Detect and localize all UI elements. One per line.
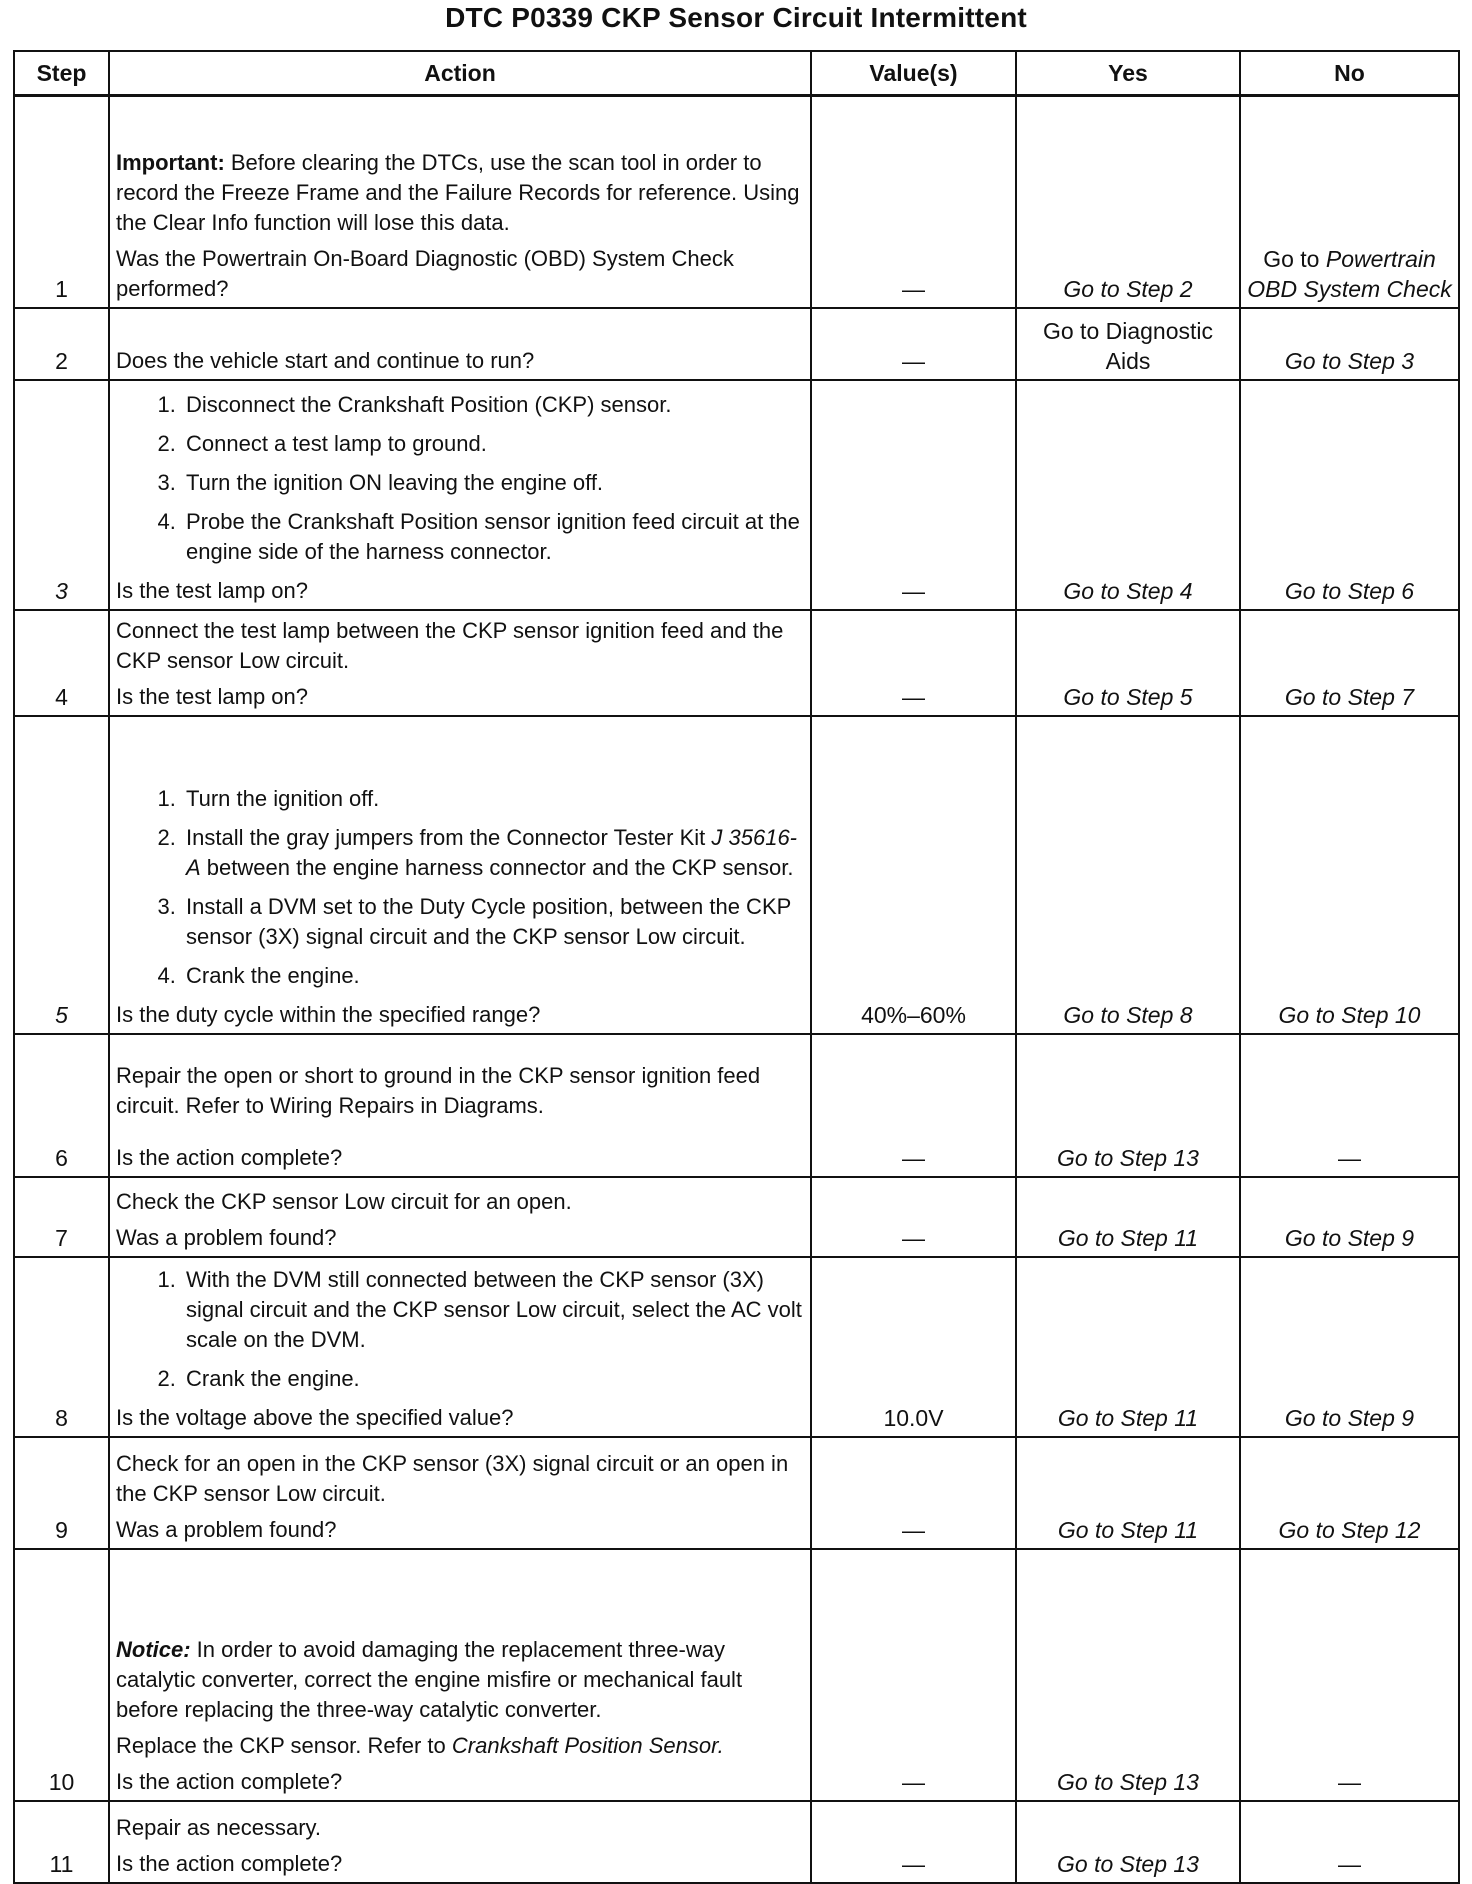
action-cell	[109, 716, 811, 1034]
question-text: Is the voltage above the specified value?	[116, 1404, 514, 1430]
header-values: Value(s)	[811, 51, 1016, 96]
item-text: Install the gray jumpers from the Connector Tester Kit	[186, 824, 712, 850]
diagnostic-table	[13, 50, 1460, 1884]
action-text: Check for an open in the CKP sensor (3X) signal circuit or an open in the CKP sensor Low circuit.	[116, 1450, 789, 1506]
action-text: Repair the open or short to ground in the CKP sensor ignition feed circuit. Refer to Wiring Repairs in Diagrams.	[116, 1062, 761, 1118]
yes-cell	[1016, 1177, 1240, 1257]
action-cell	[109, 1257, 811, 1437]
value-cell	[811, 1177, 1016, 1257]
value-dash: —	[902, 275, 925, 302]
page-title: DTC P0339 CKP Sensor Circuit Intermittent	[445, 2, 1027, 33]
table-row	[14, 610, 1459, 716]
step-number: 1	[14, 96, 109, 308]
question-text: Was a problem found?	[116, 1224, 337, 1250]
header-step: Step	[14, 51, 109, 96]
procedure-item	[182, 823, 804, 883]
no-link[interactable]: Go to Step 12	[1278, 1516, 1421, 1543]
procedure-item: 1. With the DVM still connected between the CKP sensor (3X) signal circuit and the CKP sensor Low circuit, select the AC volt scale on the DVM.	[182, 1265, 804, 1355]
step-number: 8	[14, 1257, 109, 1437]
no-link[interactable]: Go to Step 7	[1284, 683, 1415, 710]
step-number: 5	[14, 716, 109, 1034]
procedure-list	[116, 784, 804, 991]
yes-cell	[1016, 1801, 1240, 1883]
step-number: 6	[14, 1034, 109, 1177]
action-cell	[109, 610, 811, 716]
value-dash: —	[902, 1768, 925, 1795]
no-cell	[1240, 308, 1459, 380]
yes-cell	[1016, 380, 1240, 610]
no-cell	[1240, 716, 1459, 1034]
value-dash: —	[902, 1516, 925, 1543]
no-dash: —	[1338, 1850, 1361, 1877]
no-cell	[1240, 1257, 1459, 1437]
yes-link[interactable]: Go to Step 8	[1063, 1001, 1193, 1028]
no-cell	[1240, 1177, 1459, 1257]
no-dash: —	[1338, 1144, 1361, 1171]
value-cell	[811, 610, 1016, 716]
action-cell	[109, 1801, 811, 1883]
step-number: 7	[14, 1177, 109, 1257]
important-text: Before clearing the DTCs, use the scan tool in order to record the Freeze Frame and the Failure Records for reference. Using the Clear Info function will lose this data.	[116, 149, 800, 235]
table-row	[14, 96, 1459, 308]
yes-link[interactable]: Go to Step 5	[1063, 683, 1193, 710]
header-action: Action	[109, 51, 811, 96]
table-row	[14, 1257, 1459, 1437]
no-cell	[1240, 1549, 1459, 1801]
action-text: Check the CKP sensor Low circuit for an open.	[116, 1188, 572, 1214]
tool-number: J 35616-A	[186, 824, 798, 880]
yes-cell	[1016, 1549, 1240, 1801]
yes-cell	[1016, 716, 1240, 1034]
yes-link[interactable]: Go to Step 13	[1057, 1850, 1199, 1877]
value-dash: —	[902, 347, 925, 374]
yes-link[interactable]: Go to Step 2	[1063, 275, 1193, 302]
action-cell	[109, 96, 811, 308]
question-text: Was the Powertrain On-Board Diagnostic (OBD) System Check performed?	[116, 245, 734, 301]
no-cell	[1240, 1437, 1459, 1549]
table-row	[14, 380, 1459, 610]
table-row	[14, 1801, 1459, 1883]
action-cell	[109, 1177, 811, 1257]
value-cell	[811, 1801, 1016, 1883]
no-link[interactable]: Go to Step 10	[1278, 1001, 1421, 1028]
notice-text: In order to avoid damaging the replacement three-way catalytic converter, correct the engine misfire or mechanical fault before replacing the three-way catalytic converter.	[116, 1636, 743, 1722]
step-number: 2	[14, 308, 109, 380]
replace-text: Replace the CKP sensor. Refer to	[116, 1732, 452, 1758]
value-dash: —	[902, 1850, 925, 1877]
value-cell	[811, 380, 1016, 610]
no-cell	[1240, 380, 1459, 610]
value-cell	[811, 308, 1016, 380]
action-cell	[109, 1034, 811, 1177]
value-dash: —	[902, 1144, 925, 1171]
question-text: Is the action complete?	[116, 1850, 343, 1876]
yes-link[interactable]: Go to Step 11	[1057, 1404, 1199, 1431]
yes-cell	[1016, 96, 1240, 308]
no-cell	[1240, 1034, 1459, 1177]
procedure-item: 4. Crank the engine.	[182, 961, 804, 991]
value-cell	[811, 1034, 1016, 1177]
procedure-item: 1. Disconnect the Crankshaft Position (CKP) sensor.	[182, 390, 804, 420]
table-row	[14, 1034, 1459, 1177]
reference-link[interactable]: Crankshaft Position Sensor.	[451, 1732, 724, 1758]
value-dash: —	[902, 683, 925, 710]
procedure-item: 3. Install a DVM set to the Duty Cycle position, between the CKP sensor (3X) signal circuit and the CKP sensor Low circuit.	[182, 892, 804, 952]
step-number: 4	[14, 610, 109, 716]
no-link[interactable]: Go to Step 9	[1284, 1404, 1415, 1431]
value-cell	[811, 1549, 1016, 1801]
yes-cell	[1016, 610, 1240, 716]
spec-value: 10.0V	[883, 1404, 944, 1431]
question-text: Is the action complete?	[116, 1144, 343, 1170]
item-text: between the engine harness connector and the CKP sensor.	[200, 854, 794, 880]
procedure-item: 3. Turn the ignition ON leaving the engine off.	[182, 468, 804, 498]
no-dash: —	[1338, 1768, 1361, 1795]
table-row	[14, 1177, 1459, 1257]
notice-label: Notice:	[116, 1636, 191, 1662]
table-row	[14, 308, 1459, 380]
no-link[interactable]: Powertrain OBD System Check	[1247, 245, 1452, 302]
value-dash: —	[902, 577, 925, 604]
value-cell	[811, 1257, 1016, 1437]
value-cell	[811, 1437, 1016, 1549]
no-cell	[1240, 1801, 1459, 1883]
yes-link[interactable]: Go to Step 13	[1057, 1144, 1199, 1171]
question-text: Was a problem found?	[116, 1516, 337, 1542]
question-text: Is the test lamp on?	[116, 683, 308, 709]
question-text: Is the action complete?	[116, 1768, 343, 1794]
no-link[interactable]: Go to Step 9	[1284, 1224, 1415, 1251]
action-cell	[109, 1549, 811, 1801]
procedure-item: 4. Probe the Crankshaft Position sensor ignition feed circuit at the engine side of the harness connector.	[182, 507, 804, 567]
yes-cell	[1016, 1034, 1240, 1177]
no-link[interactable]: Go to Step 6	[1284, 577, 1415, 604]
yes-cell	[1016, 308, 1240, 380]
header-row	[14, 51, 1459, 96]
yes-link[interactable]: Go to Step 4	[1063, 577, 1193, 604]
no-prefix: Go to	[1263, 245, 1326, 272]
no-cell	[1240, 610, 1459, 716]
step-number: 11	[14, 1801, 109, 1883]
step-number: 10	[14, 1549, 109, 1801]
important-label: Important:	[116, 149, 225, 175]
procedure-item: 1. Turn the ignition off.	[182, 784, 804, 814]
value-cell	[811, 716, 1016, 1034]
value-cell	[811, 96, 1016, 308]
step-number: 3	[14, 380, 109, 610]
table-row	[14, 1437, 1459, 1549]
no-cell	[1240, 96, 1459, 308]
header-yes: Yes	[1016, 51, 1240, 96]
no-link[interactable]: Go to Step 3	[1284, 347, 1415, 374]
yes-link[interactable]: Go to Step 13	[1057, 1768, 1199, 1795]
yes-link[interactable]: Go to Step 11	[1057, 1224, 1199, 1251]
procedure-list	[116, 1265, 804, 1394]
action-cell	[109, 1437, 811, 1549]
question-text: Is the duty cycle within the specified range?	[116, 1001, 541, 1027]
action-cell	[109, 308, 811, 380]
yes-link[interactable]: Go to Step 11	[1057, 1516, 1199, 1543]
yes-cell	[1016, 1437, 1240, 1549]
action-text: Repair as necessary.	[116, 1814, 322, 1840]
spec-value: 40%–60%	[861, 1001, 966, 1028]
question-text: Is the test lamp on?	[116, 577, 308, 603]
action-cell	[109, 380, 811, 610]
value-dash: —	[902, 1224, 925, 1251]
yes-cell	[1016, 1257, 1240, 1437]
header-no: No	[1240, 51, 1459, 96]
table-row	[14, 716, 1459, 1034]
procedure-item: 2. Connect a test lamp to ground.	[182, 429, 804, 459]
procedure-list	[116, 390, 804, 567]
table-row	[14, 1549, 1459, 1801]
yes-link[interactable]: Go to Diagnostic Aids	[1042, 317, 1214, 374]
question-text: Does the vehicle start and continue to run?	[116, 347, 535, 373]
step-number: 9	[14, 1437, 109, 1549]
procedure-item: 2. Crank the engine.	[182, 1364, 804, 1394]
action-text: Connect the test lamp between the CKP sensor ignition feed and the CKP sensor Low circuit.	[116, 617, 784, 673]
